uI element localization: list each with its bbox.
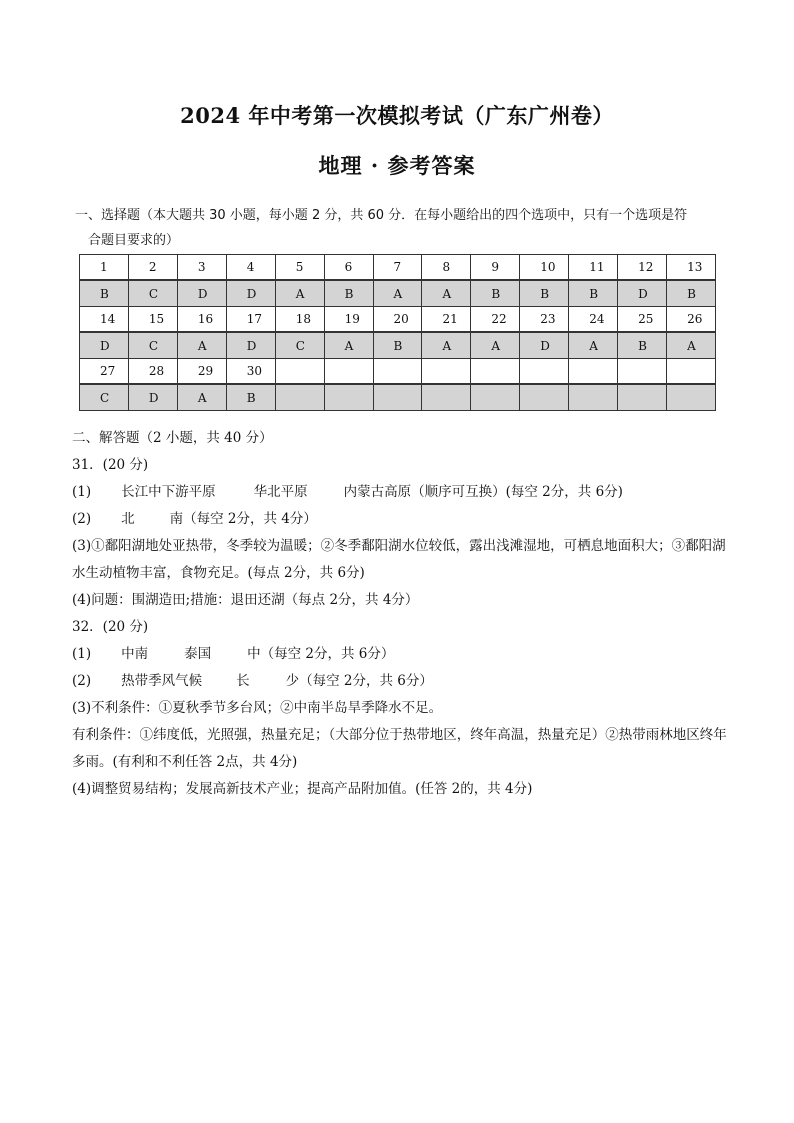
answer-cell: A	[177, 384, 226, 411]
answer-cell: D	[520, 332, 569, 359]
question-number-cell	[520, 359, 569, 385]
question-number-cell	[569, 359, 618, 385]
q32-part2-num: (2)	[72, 673, 92, 689]
q32-part1-c: 中（每空 2分，共 6分）	[247, 646, 395, 662]
question-number-row	[80, 255, 716, 281]
question-number-cell: 13	[667, 255, 716, 281]
answer-table	[79, 254, 716, 411]
question-number-cell	[422, 359, 471, 385]
question-number-row	[80, 359, 716, 385]
question-number-cell: 2	[128, 255, 177, 281]
answer-letter-row	[80, 280, 716, 307]
answer-cell	[618, 384, 667, 411]
question-number-cell: 3	[177, 255, 226, 281]
answer-cell	[569, 384, 618, 411]
question-number-cell: 28	[128, 359, 177, 385]
section2-heading: 二、解答题（2 小题，共 40 分）	[72, 430, 273, 446]
question-number-cell: 18	[275, 307, 324, 333]
question-number-cell: 7	[373, 255, 422, 281]
question-number-cell: 21	[422, 307, 471, 333]
question-number-cell: 30	[226, 359, 275, 385]
q32-part1-b: 泰国	[184, 646, 212, 662]
question-number-cell: 15	[128, 307, 177, 333]
answer-cell: A	[324, 332, 373, 359]
question-number-cell: 23	[520, 307, 569, 333]
section2	[72, 425, 732, 803]
answer-cell: B	[471, 280, 520, 307]
answer-cell: A	[275, 280, 324, 307]
question-number-cell: 17	[226, 307, 275, 333]
question-number-cell	[667, 359, 716, 385]
answer-cell: D	[618, 280, 667, 307]
q31-label: 31．(20 分)	[72, 457, 149, 473]
answer-cell	[520, 384, 569, 411]
answer-cell: A	[422, 332, 471, 359]
page-subtitle: 地理 · 参考答案	[318, 153, 476, 178]
question-number-cell	[275, 359, 324, 385]
question-number-cell: 25	[618, 307, 667, 333]
question-number-cell: 29	[177, 359, 226, 385]
answer-cell: A	[569, 332, 618, 359]
question-number-cell	[373, 359, 422, 385]
question-number-cell: 9	[471, 255, 520, 281]
q32-label: 32．(20 分)	[72, 619, 149, 635]
answer-cell	[422, 384, 471, 411]
section1-heading-text: 一、选择题（本大题共 30 小题，每小题 2 分，共 60 分．在每小题给出的四个选项中，只有一个选项是符	[75, 208, 688, 223]
q31-part1-b: 华北平原	[253, 484, 308, 500]
answer-cell: B	[324, 280, 373, 307]
answer-cell: C	[128, 332, 177, 359]
q32-part2-b: 长	[236, 673, 250, 689]
q32-part4: (4)调整贸易结构；发展高新技术产业；提高产品附加值。(任答 2的，共 4分)	[72, 781, 533, 797]
q32-part1-num: (1)	[72, 646, 92, 662]
q32-part2-a: 热带季风气候	[121, 673, 203, 689]
answer-cell: A	[373, 280, 422, 307]
page-title: 2024 年中考第一次模拟考试（广东广州卷）	[180, 103, 614, 128]
question-number-cell: 4	[226, 255, 275, 281]
answer-cell: C	[275, 332, 324, 359]
q32-part3: (3)不利条件：①夏秋季节多台风；②中南半岛旱季降水不足。	[72, 700, 443, 716]
question-number-cell: 12	[618, 255, 667, 281]
q31-part1-a: 长江中下游平原	[121, 484, 216, 500]
answer-cell: B	[520, 280, 569, 307]
answer-letter-row	[80, 384, 716, 411]
question-number-cell: 10	[520, 255, 569, 281]
question-number-cell: 19	[324, 307, 373, 333]
q32-part2-c: 少（每空 2分，共 6分）	[285, 673, 433, 689]
question-number-cell: 14	[80, 307, 129, 333]
answer-cell	[324, 384, 373, 411]
answer-cell: B	[226, 384, 275, 411]
answer-cell: B	[373, 332, 422, 359]
section1-heading-cont: 合题目要求的）	[88, 233, 180, 248]
section1-heading	[75, 203, 725, 253]
answer-cell: C	[80, 384, 129, 411]
question-number-row	[80, 307, 716, 333]
answer-cell: B	[80, 280, 129, 307]
answer-cell: D	[226, 280, 275, 307]
question-number-cell: 6	[324, 255, 373, 281]
question-number-cell: 22	[471, 307, 520, 333]
answer-cell: B	[667, 280, 716, 307]
answer-cell: D	[128, 384, 177, 411]
question-number-cell: 11	[569, 255, 618, 281]
answer-cell: B	[618, 332, 667, 359]
answer-cell: D	[80, 332, 129, 359]
question-number-cell: 5	[275, 255, 324, 281]
answer-cell	[667, 384, 716, 411]
answer-cell	[373, 384, 422, 411]
question-number-cell: 8	[422, 255, 471, 281]
question-number-cell: 20	[373, 307, 422, 333]
question-number-cell	[618, 359, 667, 385]
answer-cell: A	[667, 332, 716, 359]
q31-part4: (4)问题：围湖造田;措施：退田还湖（每点 2分，共 4分）	[72, 592, 419, 608]
q32-part1	[72, 641, 732, 668]
question-number-cell: 1	[80, 255, 129, 281]
q31-part1-c: 内蒙古高原（顺序可互换）(每空 2分，共 6分)	[343, 484, 623, 500]
question-number-cell	[324, 359, 373, 385]
answer-cell: C	[128, 280, 177, 307]
answer-cell: D	[226, 332, 275, 359]
question-number-cell: 24	[569, 307, 618, 333]
q31-part2-num: (2)	[72, 511, 92, 527]
answer-cell: B	[569, 280, 618, 307]
q31-part2	[72, 506, 732, 533]
answer-cell: A	[422, 280, 471, 307]
q31-part2-b: 南（每空 2分，共 4分）	[169, 511, 317, 527]
question-number-cell	[471, 359, 520, 385]
q32-part3-favorable: 有利条件：①纬度低，光照强，热量充足；（大部分位于热带地区，终年高温，热量充足）②热带雨林地区终年多雨。(有利和不利任答 2点，共 4分)	[72, 727, 727, 770]
answer-letter-row	[80, 332, 716, 359]
q31-part2-a: 北	[121, 511, 135, 527]
question-number-cell: 26	[667, 307, 716, 333]
answer-cell	[275, 384, 324, 411]
q31-part1-num: (1)	[72, 484, 92, 500]
question-number-cell: 16	[177, 307, 226, 333]
q31-part3: (3)①鄱阳湖地处亚热带，冬季较为温暖；②冬季鄱阳湖水位较低，露出浅滩湿地，可栖息地面积大；③鄱阳湖水生动植物丰富，食物充足。(每点 2分，共 6分)	[72, 538, 726, 581]
answer-cell: D	[177, 280, 226, 307]
answer-cell: A	[471, 332, 520, 359]
q31-part1	[72, 479, 732, 506]
q32-part2	[72, 668, 732, 695]
answer-cell	[471, 384, 520, 411]
answer-cell: A	[177, 332, 226, 359]
question-number-cell: 27	[80, 359, 129, 385]
q32-part1-a: 中南	[121, 646, 149, 662]
